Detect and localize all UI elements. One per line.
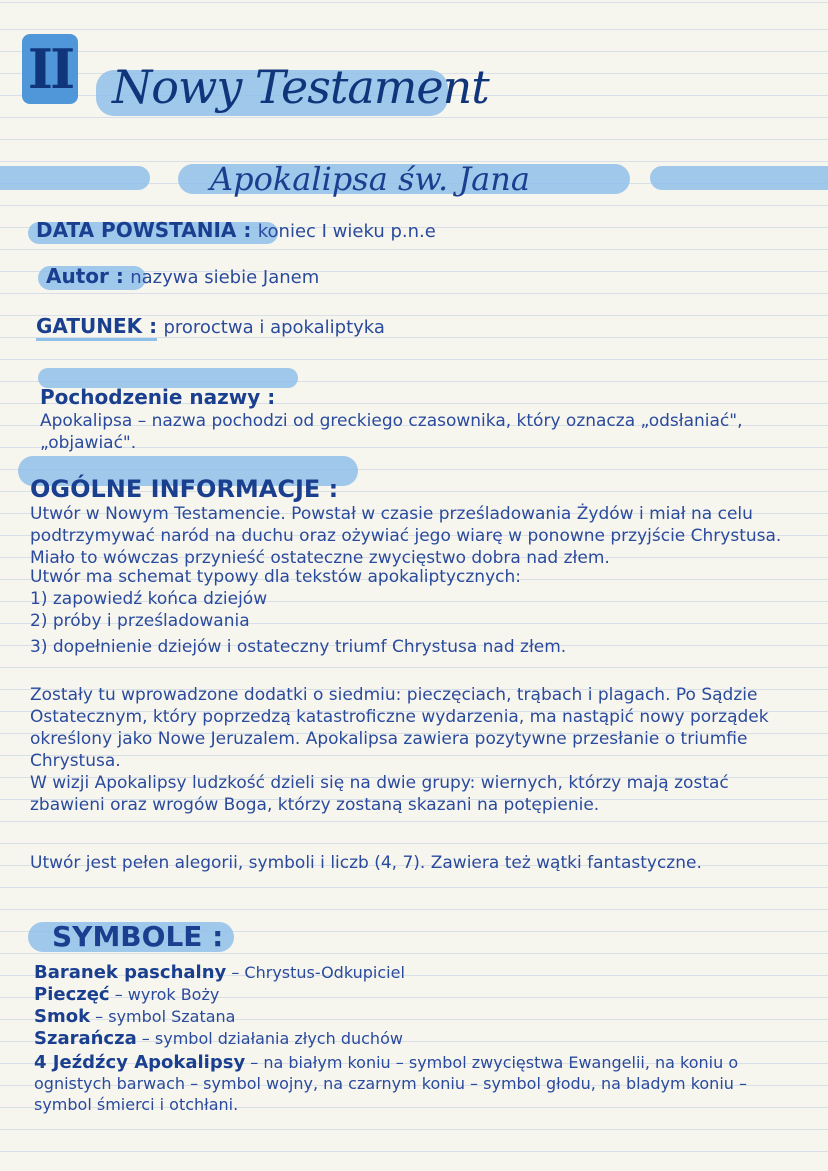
fact-origin-value: Apokalipsa – nazwa pochodzi od greckiego czasownika, który oznacza „odsłaniać", „objawiać". [40,411,743,453]
symbol-term: Pieczęć [34,984,110,1005]
fact-genre-value: proroctwa i apokaliptyka [163,317,385,338]
fact-author [46,264,319,288]
symbol-term: Baranek paschalny [34,962,227,983]
symbol-def: – symbol działania złych duchów [136,1029,403,1048]
symbol-term: Szarańcza [34,1028,137,1049]
fact-origin [40,364,780,454]
fact-author-value: nazywa siebie Janem [130,267,320,288]
fact-date-value: koniec I wieku p.n.e [257,221,436,242]
symbol-def: – symbol Szatana [90,1007,236,1026]
page-subtitle: Apokalipsa św. Jana [210,160,530,198]
general-intro [30,456,800,569]
general-para-2: Zostały tu wprowadzone dodatki o siedmiu: pieczęciach, trąbach i plagach. Po Sądzie Ostatecznym, który poprzedzą katastroficzne wydarzenia, ma nastąpić nowy porządek określony jako Nowe Jeruzalem. Apokalipsa zawiera pozytywne przesłanie o triumfie Chrystusa. W wizji Apokalipsy ludzkość dzieli się na dwie grupy: wiernych, którzy mają zostać zbawieni oraz wrogów Boga, którzy zostaną skazani na potępienie. [30,685,769,815]
symbol-item [34,1028,403,1049]
fact-date-label: DATA POWSTANIA : [36,218,252,242]
symbol-item [34,1052,804,1115]
symbol-item [34,1006,235,1027]
fact-author-label: Autor : [46,264,124,288]
general-list-2: 2) próby i prześladowania [30,611,250,631]
symbol-def: – na białym koniu – symbol zwycięstwa Ewangelii, na koniu o ognistych barwach – symbol wojny, na czarnym koniu – symbol głodu, na bladym koniu – symbol śmierci i otchłani. [34,1053,747,1114]
section-number: II [22,34,78,104]
symbol-def: – Chrystus-Odkupiciel [226,963,405,982]
symbol-term: Smok [34,1006,91,1027]
symbols-title: SYMBOLE : [52,920,224,953]
fact-genre-label: GATUNEK : [36,314,157,341]
symbol-item [34,984,219,1005]
symbol-def: – wyrok Boży [109,985,220,1004]
general-para-3: Utwór jest pełen alegorii, symboli i liczb (4, 7). Zawiera też wątki fantastyczne. [30,853,702,873]
subtitle-band-right [650,166,828,190]
symbol-term: 4 Jeźdźcy Apokalipsy [34,1052,246,1073]
subtitle-band-left [0,166,150,190]
general-intro-text: Utwór w Nowym Testamencie. Powstał w czasie prześladowania Żydów i miał na celu podtrzymywać naród na duchu oraz ożywiać jego wiarę w ponowne przyjście Chrystusa. Miało to wówczas przynieść ostateczne zwycięstwo dobra nad złem. [30,504,782,568]
fact-date [36,218,436,242]
symbol-item [34,962,405,983]
page-title: Nowy Testament [112,60,489,114]
fact-genre [36,314,385,338]
general-scheme: Utwór ma schemat typowy dla tekstów apokaliptycznych: [30,567,521,587]
fact-origin-label: Pochodzenie nazwy : [40,385,276,409]
general-label: OGÓLNE INFORMACJE : [30,475,339,503]
general-list-3: 3) dopełnienie dziejów i ostateczny triumf Chrystusa nad złem. [30,637,567,657]
general-list-1: 1) zapowiedź końca dziejów [30,589,268,609]
